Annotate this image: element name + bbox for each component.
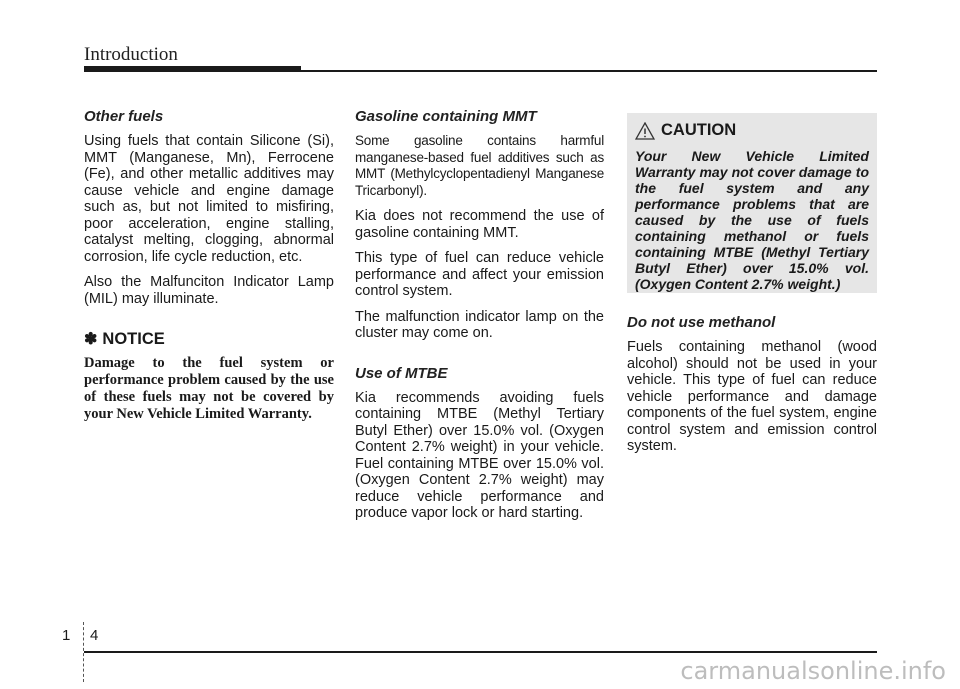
notice-title: NOTICE xyxy=(102,329,165,348)
chapter-number: 1 xyxy=(62,627,71,644)
section-spacer xyxy=(355,351,604,365)
mmt-paragraph-1: Some gasoline contains harmful manganese-based fuel additives such as MMT (Methylcyclopentadienyl Manganese Tricarbonyl). xyxy=(355,133,604,198)
notice-body: Damage to the fuel system or performance problem caused by the use of these fuels may not be covered by your New Vehicle Limited Warranty. xyxy=(84,355,334,422)
other-fuels-paragraph-2: Also the Malfunciton Indicator Lamp (MIL) may illuminate. xyxy=(84,274,334,307)
notice-heading xyxy=(84,329,334,349)
section-heading-mmt: Gasoline containing MMT xyxy=(355,108,537,125)
notice-star-icon: ✽ xyxy=(84,331,98,348)
caution-title: CAUTION xyxy=(661,121,737,139)
watermark: carmanualsonline.info xyxy=(680,657,946,685)
section-heading-methanol: Do not use methanol xyxy=(627,314,776,331)
header-rule-thin xyxy=(301,70,877,72)
warning-triangle-icon xyxy=(635,122,655,140)
mtbe-paragraph-1: Kia recommends avoiding fuels containing MTBE (Methyl Tertiary Butyl Ether) over 15.0% vol. (Oxygen Content 2.7% weight) in your vehicle. Fuel containing MTBE over 15.0% vol. (Oxygen Content 2.7% weight) may reduce vehicle performance and produce vapor lock or hard starting. xyxy=(355,389,604,521)
page-number: 4 xyxy=(90,627,99,644)
caution-heading xyxy=(635,121,869,140)
other-fuels-paragraph-1: Using fuels that contain Silicone (Si), MMT (Manganese, Mn), Ferrocene (Fe), and other metallic additives may cause vehicle and engine damage such as, but not limited to misfiring, poor acceleration, engine stalling, catalyst melting, clogging, abnormal corrosion, life cycle reduction, etc. xyxy=(84,133,334,265)
mmt-paragraph-3: This type of fuel can reduce vehicle performance and affect your emission control system. xyxy=(355,250,604,299)
caution-box xyxy=(627,113,877,293)
column-left xyxy=(84,108,334,423)
column-middle xyxy=(355,108,604,531)
section-heading-other-fuels: Other fuels xyxy=(84,108,164,125)
mmt-paragraph-2: Kia does not recommend the use of gasoline containing MMT. xyxy=(355,208,604,241)
page-header-title: Introduction xyxy=(84,44,178,65)
column-right-lower xyxy=(627,314,877,464)
footer-rule xyxy=(84,651,877,653)
caution-body: Your New Vehicle Limited Warranty may not cover damage to the fuel system and any performance problems that are caused by the use of fuels containing methanol or fuels containing MTBE (Methyl Tertiary Butyl Ether) over 15.0% vol. (Oxygen Content 2.7% weight.) xyxy=(635,148,869,292)
header-rule-thick xyxy=(84,66,301,72)
section-heading-mtbe: Use of MTBE xyxy=(355,364,448,382)
methanol-paragraph-1: Fuels containing methanol (wood alcohol) should not be used in your vehicle. This type of fuel can reduce vehicle performance and damage components of the fuel system, engine control system and emission control system. xyxy=(627,339,877,454)
mmt-paragraph-4: The malfunction indicator lamp on the cluster may come on. xyxy=(355,308,604,341)
